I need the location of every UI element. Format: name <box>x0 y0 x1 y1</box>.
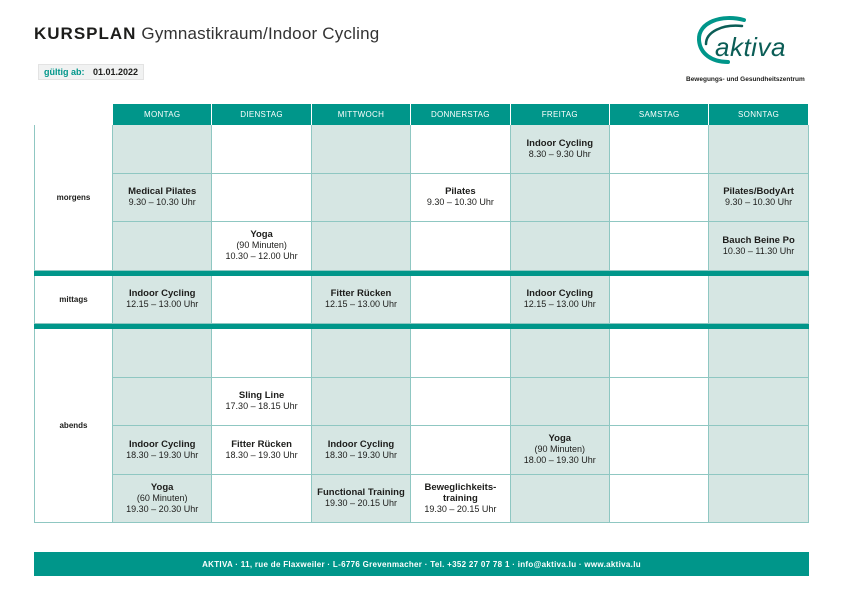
course-time: 8.30 – 9.30 Uhr <box>528 148 591 159</box>
course-time: 18.30 – 19.30 Uhr <box>126 449 199 460</box>
empty-cell <box>709 329 808 378</box>
course-name: Fitter Rücken <box>231 438 292 450</box>
empty-cell <box>212 174 311 223</box>
empty-cell <box>709 125 808 174</box>
course-time: 19.30 – 20.15 Uhr <box>324 498 398 509</box>
course-time: 9.30 – 10.30 Uhr <box>128 197 196 208</box>
day-header-sonntag: SONNTAG <box>709 104 808 125</box>
course-cell <box>411 174 510 223</box>
course-cell <box>511 125 610 174</box>
course-name: Bauch Beine Po <box>722 234 795 246</box>
page-title <box>34 24 379 44</box>
course-cell <box>709 222 808 271</box>
schedule-table <box>34 104 809 519</box>
valid-from-badge <box>38 64 144 80</box>
course-cell <box>511 426 610 475</box>
course-cell <box>113 174 212 223</box>
course-name: Sling Line <box>238 390 285 402</box>
course-time: 12.15 – 13.00 Uhr <box>126 299 199 310</box>
empty-cell <box>212 276 311 325</box>
valid-from-label: gültig ab: <box>44 67 85 77</box>
footer-contact: AKTIVA · 11, rue de Flaxweiler · L-6776 Grevenmacher · Tel. +352 27 07 78 1 · info@aktiva.lu · www.aktiva.lu <box>34 552 809 576</box>
title-light: Gymnastikraum/Indoor Cycling <box>141 24 380 43</box>
empty-cell <box>411 378 510 427</box>
empty-cell <box>610 174 709 223</box>
valid-from-date: 01.01.2022 <box>93 67 139 77</box>
day-header-samstag: SAMSTAG <box>610 104 709 125</box>
section-label-mittags: mittags <box>34 276 113 325</box>
empty-cell <box>511 222 610 271</box>
empty-cell <box>312 174 411 223</box>
empty-cell <box>113 378 212 427</box>
section-label-abends: abends <box>34 329 113 523</box>
empty-cell <box>411 222 510 271</box>
empty-cell <box>610 378 709 427</box>
empty-cell <box>212 475 311 524</box>
day-header-dienstag: DIENSTAG <box>212 104 311 125</box>
day-header-montag: MONTAG <box>113 104 212 125</box>
empty-cell <box>610 125 709 174</box>
empty-cell <box>411 329 510 378</box>
course-name: Yoga <box>150 481 174 493</box>
empty-cell <box>610 475 709 524</box>
empty-cell <box>212 329 311 378</box>
course-time: 19.30 – 20.15 Uhr <box>424 503 497 514</box>
empty-cell <box>212 125 311 174</box>
course-cell <box>212 222 311 271</box>
course-cell <box>113 475 212 524</box>
course-cell <box>312 475 411 524</box>
day-header-donnerstag: DONNERSTAG <box>411 104 510 125</box>
empty-cell <box>312 329 411 378</box>
course-cell <box>312 426 411 475</box>
course-time: 10.30 – 11.30 Uhr <box>722 245 795 256</box>
empty-cell <box>411 426 510 475</box>
course-name: Yoga <box>548 433 572 445</box>
empty-cell <box>511 378 610 427</box>
empty-cell <box>411 276 510 325</box>
empty-cell <box>610 276 709 325</box>
course-name: Fitter Rücken <box>330 288 392 300</box>
empty-cell <box>511 174 610 223</box>
empty-cell <box>709 426 808 475</box>
course-duration: (90 Minuten) <box>236 240 287 251</box>
empty-cell <box>511 329 610 378</box>
empty-cell <box>709 276 808 325</box>
course-time: 9.30 – 10.30 Uhr <box>426 197 494 208</box>
course-time: 19.30 – 20.30 Uhr <box>126 503 199 514</box>
course-name: Pilates <box>445 186 476 198</box>
course-duration: (60 Minuten) <box>136 492 188 503</box>
course-name: Indoor Cycling <box>128 288 196 300</box>
aktiva-logo <box>672 14 817 90</box>
course-cell <box>709 174 808 223</box>
day-header-mittwoch: MITTWOCH <box>312 104 411 125</box>
empty-cell <box>709 378 808 427</box>
course-time: 10.30 – 12.00 Uhr <box>225 251 298 262</box>
empty-cell <box>511 475 610 524</box>
empty-cell <box>312 222 411 271</box>
course-time: 18.00 – 19.30 Uhr <box>523 455 596 466</box>
course-cell <box>212 426 311 475</box>
course-name: Indoor Cycling <box>128 438 196 450</box>
day-header-freitag: FREITAG <box>511 104 610 125</box>
logo-wordmark: aktiva <box>715 32 786 62</box>
course-name: Functional Training <box>317 487 405 499</box>
course-cell <box>511 276 610 325</box>
course-cell <box>312 276 411 325</box>
course-name: Medical Pilates <box>128 186 197 198</box>
course-name: Beweglichkeits-training <box>424 481 497 504</box>
empty-cell <box>709 475 808 524</box>
course-time: 9.30 – 10.30 Uhr <box>725 197 793 208</box>
course-cell <box>113 276 212 325</box>
empty-cell <box>312 378 411 427</box>
course-time: 18.30 – 19.30 Uhr <box>225 449 298 460</box>
course-name: Indoor Cycling <box>526 288 594 300</box>
empty-cell <box>610 426 709 475</box>
course-name: Pilates/BodyArt <box>723 186 794 198</box>
empty-cell <box>113 125 212 174</box>
empty-cell <box>113 222 212 271</box>
empty-cell <box>411 125 510 174</box>
logo-tagline: Bewegungs- und Gesundheitszentrum <box>686 76 805 83</box>
course-cell <box>113 426 212 475</box>
course-name: Yoga <box>250 229 273 241</box>
course-name: Indoor Cycling <box>327 438 395 450</box>
title-strong: KURSPLAN <box>34 24 137 43</box>
course-cell <box>212 378 311 427</box>
course-name: Indoor Cycling <box>526 137 594 149</box>
empty-cell <box>610 329 709 378</box>
empty-cell <box>113 329 212 378</box>
course-time: 18.30 – 19.30 Uhr <box>324 449 398 460</box>
empty-cell <box>610 222 709 271</box>
course-cell <box>411 475 510 524</box>
section-label-morgens: morgens <box>34 125 113 271</box>
course-time: 12.15 – 13.00 Uhr <box>324 299 398 310</box>
course-time: 17.30 – 18.15 Uhr <box>225 401 298 412</box>
empty-cell <box>312 125 411 174</box>
course-duration: (90 Minuten) <box>534 444 586 455</box>
course-time: 12.15 – 13.00 Uhr <box>523 299 596 310</box>
